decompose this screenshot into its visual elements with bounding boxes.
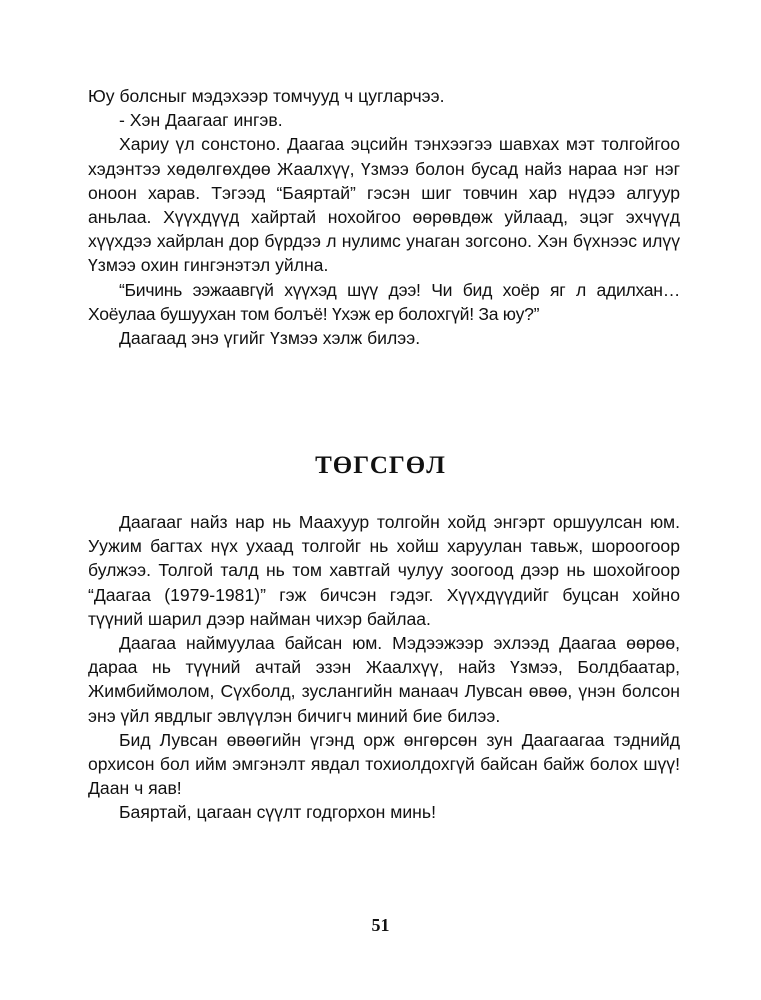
story-paragraph: Даагаад энэ үгийг Үзмээ хэлж билээ. (119, 328, 421, 349)
epilogue-section (88, 510, 680, 825)
epilogue-paragraph: Даагааг найз нар нь Маахуур толгойн хойд энгэрт оршуулсан юм. Уужим багтах нүх ухаад толгойг нь хойш харуулан тавьж, шороогоор булжээ. Толгой талд нь том хавтгай чулуу зоогоод дээр нь шохойгоор “Даагаа (1979-1981)” гэж бичсэн гэдэг. Хүүхдүүдийг буцсан хойно түүний шарил дээр найман чихэр байлаа. (88, 512, 680, 629)
page-number: 51 (371, 915, 390, 935)
story-paragraph: “Бичинь ээжаавгүй хүүхэд шүү дээ! Чи бид хоёр яг л адилхан… Хоёулаа бушуухан том болъё! Үхэж ер болохгүй! За юу?” (88, 279, 680, 324)
story-paragraph: Хариу үл сонстоно. Даагаа эцсийн тэнхээгээ шавхах мэт толгойгоо хэдэнтээ хөдөлгөхдөө Жаалхүү, Үзмээ болон бусад найз нараа нэг нэг оноон харав. Тэгээд “Баяртай” гэсэн шиг товчин хар нүдээ алгуур аньлаа. Хүүхдүүд хайртай нохойгоо өөрөвдөж уйлаад, эцэг эхчүүд хүүхдээ хайрлан дор бүрдээ л нулимс унаган зогсоно. Хэн бүхнээс илүү Үзмээ охин гингэнэтэл уйлна. (88, 134, 680, 276)
epilogue-paragraph: Баяртай, цагаан сүүлт годгорхон минь! (119, 802, 436, 823)
story-paragraph: - Хэн Даагааг ингэв. (119, 110, 283, 131)
epilogue-paragraph: Даагаа наймуулаа байсан юм. Мэдээжээр эхлээд Даагаа өөрөө, дараа нь түүний ачтай эзэн Жаалхүү, найз Үзмээ, Болдбаатар, Жимбиймолом, Сүхболд, зуслангийн манаач Лувсан өвөө, үнэн болсон энэ үйл явдлыг эвлүүлэн бичигч миний бие билээ. (88, 633, 680, 726)
story-end-section (88, 84, 680, 350)
chapter-title: ТӨГСГӨЛ (315, 452, 446, 479)
epilogue-paragraph: Бид Лувсан өвөөгийн үгэнд орж өнгөрсөн зун Даагаагаа тэднийд орхисон бол ийм эмгэнэлт явдал тохиолдохгүй байсан байж болох шүү! Даан ч яав! (88, 729, 680, 799)
story-paragraph: Юу болсныг мэдэхээр томчууд ч цугларчээ. (88, 86, 445, 106)
